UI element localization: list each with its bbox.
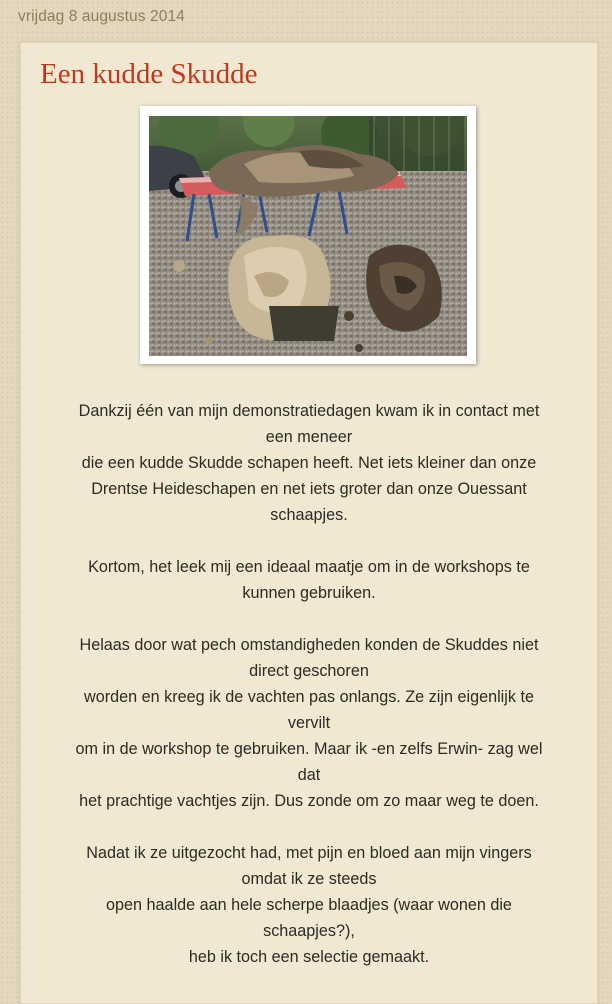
body-line: Kortom, het leek mij een ideaal maatje om in de workshops te: [88, 558, 530, 576]
sheep-fleece-photo: [149, 116, 467, 356]
body-line: kunnen gebruiken.: [242, 584, 376, 602]
body-line: die een kudde Skudde schapen heeft. Net iets kleiner dan onze: [81, 454, 537, 472]
body-line: direct geschoren: [249, 662, 369, 680]
body-line: om in de workshop te gebruiken. Maar ik -en zelfs Erwin- zag wel: [75, 740, 543, 758]
post-body: [37, 398, 581, 970]
body-line: worden en kreeg ik de vachten pas onlangs. Ze zijn eigenlijk te: [84, 688, 534, 706]
post-card: [20, 42, 598, 1004]
body-line: een meneer: [265, 428, 353, 446]
post-photo[interactable]: [140, 106, 476, 364]
body-line: schaapjes.: [270, 506, 348, 524]
post-title[interactable]: Een kudde Skudde: [40, 58, 258, 90]
paragraph-gap: [37, 814, 581, 840]
body-line: het prachtige vachtjes zijn. Dus zonde om zo maar weg te doen.: [79, 792, 539, 810]
body-line: schaapjes?),: [263, 922, 355, 940]
paragraph-gap: [37, 528, 581, 554]
body-line: omdat ik ze steeds: [241, 870, 377, 888]
body-line: Dankzij één van mijn demonstratiedagen kwam ik in contact met: [78, 402, 540, 420]
date-header: vrijdag 8 augustus 2014: [18, 8, 185, 25]
body-line: Drentse Heideschapen en net iets groter dan onze Ouessant: [91, 480, 527, 498]
paragraph-gap: [37, 606, 581, 632]
body-line: open haalde aan hele scherpe blaadjes (waar wonen die: [106, 896, 512, 914]
body-line: heb ik toch een selectie gemaakt.: [188, 948, 430, 966]
body-line: Helaas door wat pech omstandigheden konden de Skuddes niet: [79, 636, 539, 654]
body-line: dat: [297, 766, 321, 784]
body-line: Nadat ik ze uitgezocht had, met pijn en bloed aan mijn vingers: [86, 844, 532, 862]
body-line: vervilt: [287, 714, 331, 732]
